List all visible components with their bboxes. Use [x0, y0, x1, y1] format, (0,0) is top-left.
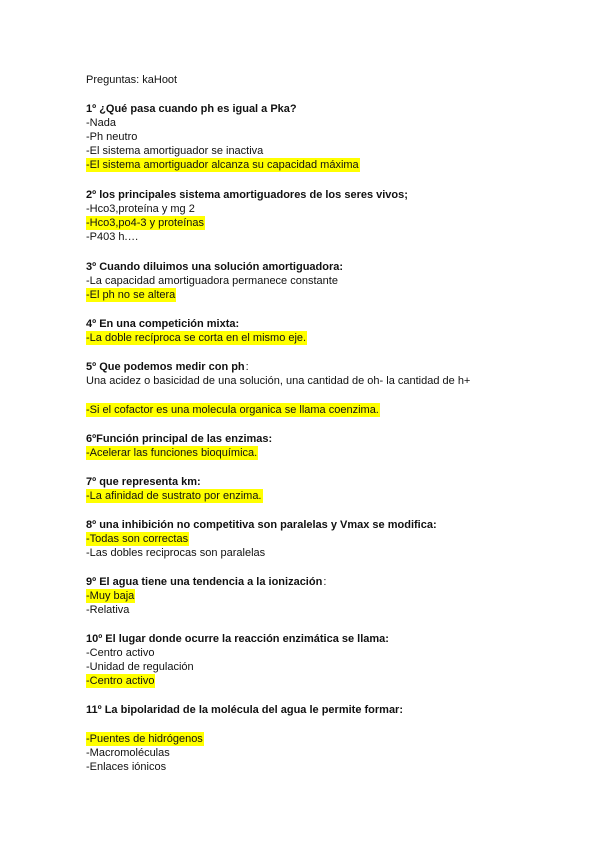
- question-3-option-1: -La capacidad amortiguadora permanece constante: [86, 275, 338, 287]
- question-8-answer-highlighted: -Todas son correctas: [86, 533, 189, 545]
- question-4-title: 4º En una competición mixta:: [86, 318, 240, 330]
- cofactor-note-highlighted: -Si el cofactor es una molecula organica se llama coenzima.: [86, 404, 379, 416]
- question-1-option-3: -El sistema amortiguador se inactiva: [86, 145, 264, 157]
- question-5-title: 5º Que podemos medir con ph:: [86, 361, 249, 373]
- question-11-answer-highlighted: -Puentes de hidrógenos: [86, 733, 203, 745]
- question-11-option-3: -Enlaces iónicos: [86, 761, 167, 773]
- question-10-title: 10º El lugar donde ocurre la reacción enzimática se llama:: [86, 633, 389, 645]
- question-3-title: 3º Cuando diluimos una solución amortiguadora:: [86, 261, 344, 273]
- question-7-title: 7º que representa km:: [86, 476, 201, 488]
- question-2-option-1: -Hco3,proteína y mg 2: [86, 203, 195, 215]
- question-11-title: 11º La bipolaridad de la molécula del agua le permite formar:: [86, 704, 404, 716]
- question-8-title: 8º una inhibición no competitiva son paralelas y Vmax se modifica:: [86, 519, 437, 531]
- question-2-answer-highlighted: -Hco3,po4-3 y proteínas: [86, 217, 205, 229]
- question-1-option-2: -Ph neutro: [86, 131, 138, 143]
- document-header: [86, 73, 178, 87]
- question-10-answer-highlighted: -Centro activo: [86, 675, 155, 687]
- question-1-option-1: -Nada: [86, 117, 116, 129]
- question-8-option-2: -Las dobles reciprocas son paralelas: [86, 547, 266, 559]
- question-1-title: 1º ¿Qué pasa cuando ph es igual a Pka?: [86, 103, 297, 115]
- question-9-option-2: -Relativa: [86, 604, 130, 616]
- question-2-option-3: -P403 h.…: [86, 231, 139, 243]
- question-4-answer-highlighted: -La doble recíproca se corta en el mismo eje.: [86, 332, 307, 344]
- question-5-answer: Una acidez o basicidad de una solución, una cantidad de oh- la cantidad de h+: [86, 375, 471, 387]
- question-10-option-1: -Centro activo: [86, 647, 155, 659]
- question-7-answer-highlighted: -La afinidad de sustrato por enzima.: [86, 490, 262, 502]
- question-2-title: 2º los principales sistema amortiguadores de los seres vivos;: [86, 189, 408, 201]
- question-3-answer-highlighted: -El ph no se altera: [86, 289, 176, 301]
- question-6-title: 6ºFunción principal de las enzimas:: [86, 433, 273, 445]
- question-10-option-2: -Unidad de regulación: [86, 661, 194, 673]
- question-1-answer-highlighted: -El sistema amortiguador alcanza su capacidad máxima: [86, 159, 359, 171]
- question-9-title: 9º El agua tiene una tendencia a la ionización:: [86, 576, 327, 588]
- question-9-answer-highlighted: -Muy baja: [86, 590, 135, 602]
- header-text: Preguntas: kaHoot: [86, 74, 178, 86]
- question-11-option-2: -Macromoléculas: [86, 747, 170, 759]
- question-6-answer-highlighted: -Acelerar las funciones bioquímica.: [86, 447, 258, 459]
